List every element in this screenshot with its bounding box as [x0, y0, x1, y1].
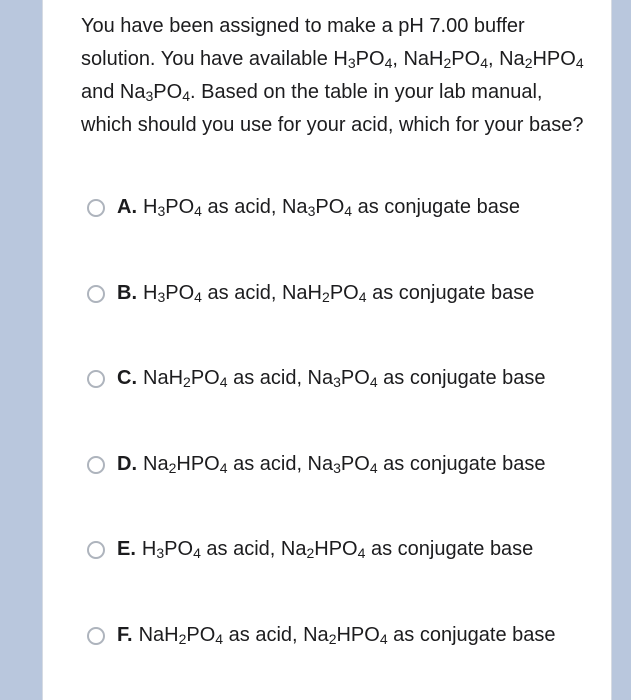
- subscript: 4: [194, 289, 202, 305]
- option-text: as acid, Na: [200, 538, 307, 560]
- option-letter: B.: [117, 282, 137, 304]
- option-text: HPO: [314, 538, 358, 560]
- option-text: as acid, Na: [227, 367, 334, 389]
- subscript: 4: [575, 55, 584, 71]
- question-part: PO: [153, 81, 183, 103]
- option-text: PO: [315, 196, 345, 218]
- option-text: as conjugate base: [387, 624, 556, 646]
- question-text: [81, 10, 591, 142]
- subscript: 4: [480, 55, 488, 71]
- subscript: 4: [182, 88, 190, 104]
- answer-option-a[interactable]: [81, 191, 581, 224]
- option-letter: D.: [117, 453, 137, 475]
- question-part: HPO: [532, 48, 576, 70]
- option-text: as conjugate base: [352, 196, 520, 218]
- question-part: You have been assigned to make a pH 7.00 buffer solution. You have available H: [81, 15, 525, 70]
- subscript: 2: [443, 55, 452, 71]
- option-text: as conjugate base: [366, 282, 535, 304]
- option-text: as acid, Na: [201, 196, 308, 218]
- question-part: PO: [451, 48, 481, 70]
- subscript: 4: [193, 545, 201, 561]
- subscript: 4: [369, 374, 378, 390]
- option-text: NaH: [138, 624, 179, 646]
- answer-option-b[interactable]: [81, 277, 581, 310]
- question-card: [42, 0, 612, 700]
- radio-button[interactable]: [87, 541, 105, 559]
- question-part: . Based on the table in your lab manual, which should you use for your acid, which for your base?: [81, 81, 584, 136]
- option-text: as acid, Na: [223, 624, 329, 646]
- option-text: PO: [340, 453, 370, 475]
- answer-option-d[interactable]: [81, 448, 581, 481]
- radio-button[interactable]: [87, 370, 105, 388]
- subscript: 2: [306, 545, 315, 561]
- subscript: 4: [219, 460, 228, 476]
- subscript: 4: [369, 460, 378, 476]
- subscript: 4: [215, 631, 224, 647]
- option-text: HPO: [176, 453, 220, 475]
- subscript: 3: [157, 289, 166, 305]
- option-text: HPO: [336, 624, 380, 646]
- subscript: 3: [333, 374, 341, 390]
- radio-button[interactable]: [87, 285, 105, 303]
- subscript: 3: [347, 55, 356, 71]
- radio-button[interactable]: [87, 627, 105, 645]
- option-letter: E.: [117, 538, 136, 560]
- subscript: 3: [333, 460, 341, 476]
- subscript: 2: [524, 55, 533, 71]
- option-letter: F.: [117, 624, 133, 646]
- option-text: PO: [340, 367, 370, 389]
- subscript: 3: [145, 88, 154, 104]
- option-text: NaH: [143, 367, 184, 389]
- subscript: 3: [157, 203, 166, 219]
- question-part: and Na: [81, 81, 146, 103]
- answer-option-c[interactable]: [81, 362, 581, 395]
- subscript: 2: [322, 289, 330, 305]
- subscript: 4: [194, 203, 202, 219]
- option-text: PO: [190, 367, 220, 389]
- option-text: as conjugate base: [377, 453, 546, 475]
- subscript: 4: [344, 203, 353, 219]
- subscript: 3: [307, 203, 316, 219]
- option-text: PO: [186, 624, 216, 646]
- option-text: PO: [165, 282, 195, 304]
- radio-button[interactable]: [87, 199, 105, 217]
- subscript: 2: [183, 374, 191, 390]
- option-text: H: [143, 282, 158, 304]
- option-letter: A.: [117, 196, 137, 218]
- option-text: as conjugate base: [377, 367, 546, 389]
- option-letter: C.: [117, 367, 137, 389]
- option-text: PO: [164, 538, 194, 560]
- subscript: 3: [156, 545, 165, 561]
- question-part: , Na: [488, 48, 525, 70]
- option-text: PO: [329, 282, 359, 304]
- subscript: 4: [358, 289, 367, 305]
- answer-option-f[interactable]: [81, 619, 581, 652]
- question-part: PO: [355, 48, 385, 70]
- option-text: as acid, NaH: [201, 282, 323, 304]
- option-text: as acid, Na: [227, 453, 334, 475]
- subscript: 2: [178, 631, 187, 647]
- answer-option-e[interactable]: [81, 533, 581, 566]
- option-text: H: [141, 538, 157, 560]
- subscript: 2: [328, 631, 337, 647]
- option-text: PO: [165, 196, 195, 218]
- subscript: 2: [168, 460, 177, 476]
- subscript: 4: [219, 374, 228, 390]
- subscript: 4: [384, 55, 393, 71]
- radio-button[interactable]: [87, 456, 105, 474]
- option-text: as conjugate base: [365, 538, 534, 560]
- option-text: H: [143, 196, 158, 218]
- question-part: , NaH: [392, 48, 444, 70]
- option-text: Na: [143, 453, 169, 475]
- subscript: 4: [357, 545, 366, 561]
- subscript: 4: [379, 631, 388, 647]
